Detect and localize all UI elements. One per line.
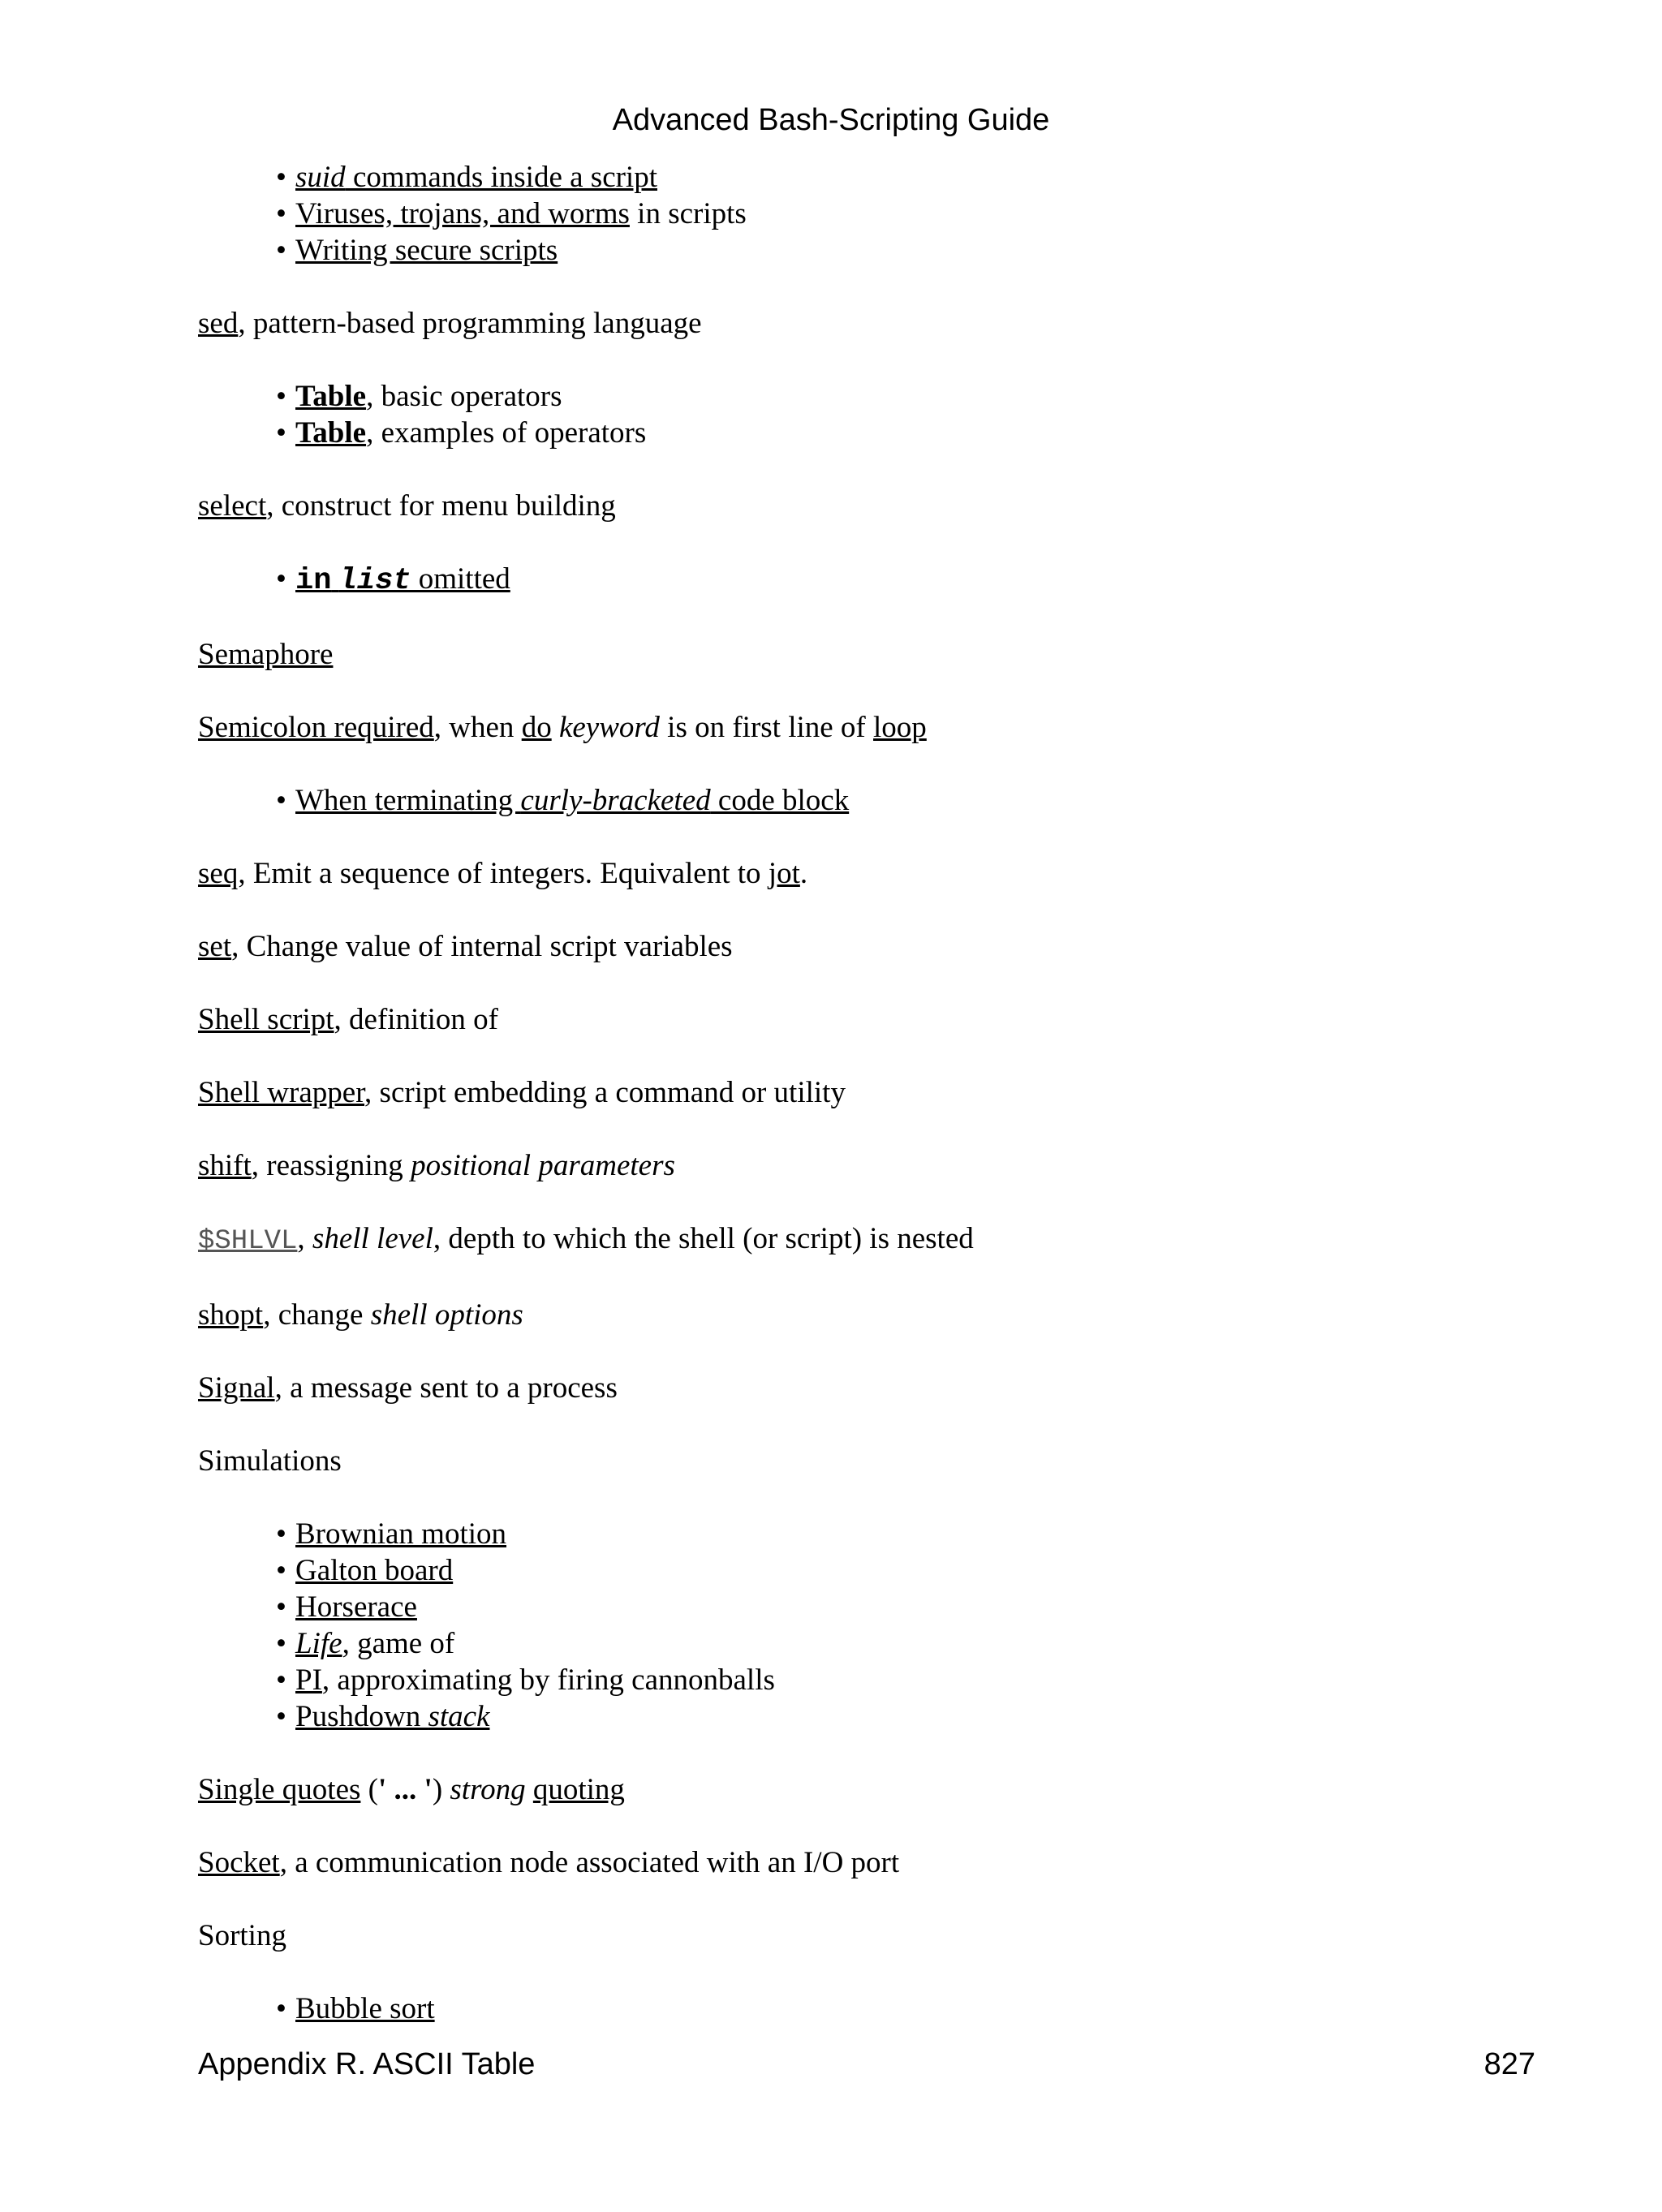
top-list [198, 159, 1578, 269]
link-bubble-sort[interactable]: Bubble sort [295, 1992, 435, 2025]
entry-semicolon: Semicolon required, when do keyword is on first line of loop [198, 711, 927, 744]
bullet-icon: • [276, 1992, 286, 2025]
link-semicolon-required[interactable]: Semicolon required [198, 711, 434, 744]
bullet-icon: • [276, 161, 286, 194]
simulations-list [198, 1516, 1578, 1735]
list-item [276, 1589, 1578, 1625]
bullet-icon: • [276, 1700, 286, 1733]
list-item [276, 1698, 1578, 1735]
bullet-icon: • [276, 562, 286, 596]
entry-shift: shift, reassigning positional parameters [198, 1149, 675, 1182]
sed-list [198, 378, 1578, 451]
bullet-icon: • [276, 1517, 286, 1551]
page-number: 827 [1483, 2047, 1535, 2081]
bullet-icon: • [276, 197, 286, 230]
select-list [198, 561, 1578, 600]
link-shell-wrapper[interactable]: Shell wrapper [198, 1076, 365, 1109]
entry-signal: Signal, a message sent to a process [198, 1371, 618, 1405]
list-item: • PI, approximating by firing cannonballs [276, 1663, 775, 1697]
list-item [276, 782, 1578, 819]
link-viruses[interactable]: Viruses, trojans, and worms [295, 197, 630, 230]
entry-semaphore [198, 636, 1578, 673]
link-table-examples[interactable]: Table [295, 416, 367, 450]
entry-sed: sed, pattern-based programming language [198, 307, 702, 340]
entry-shell-wrapper: Shell wrapper, script embedding a command or utility [198, 1076, 846, 1109]
link-set[interactable]: set [198, 930, 232, 963]
bullet-icon: • [276, 1663, 286, 1697]
footer-chapter: Appendix R. ASCII Table [198, 2047, 536, 2081]
link-in-list-omitted[interactable]: in list omitted [295, 562, 510, 598]
link-loop[interactable]: loop [873, 711, 927, 744]
entry-socket: Socket, a communication node associated with an I/O port [198, 1846, 900, 1879]
link-single-quotes[interactable]: Single quotes [198, 1773, 361, 1806]
entry-shell-script: Shell script, definition of [198, 1003, 498, 1036]
entry-single-quotes: Single quotes (' ... ') strong quoting [198, 1773, 625, 1806]
list-item [276, 159, 1578, 196]
link-shell-script[interactable]: Shell script [198, 1003, 334, 1036]
list-item [276, 232, 1578, 269]
sorting-list [198, 1990, 1578, 2027]
link-shopt[interactable]: shopt [198, 1298, 264, 1332]
bullet-icon: • [276, 234, 286, 267]
bullet-icon: • [276, 1590, 286, 1624]
list-item [276, 1990, 1578, 2027]
link-select[interactable]: select [198, 489, 267, 523]
link-socket[interactable]: Socket [198, 1846, 280, 1879]
bullet-icon: • [276, 1554, 286, 1587]
link-pushdown-stack[interactable]: Pushdown stack [295, 1700, 490, 1733]
link-seq[interactable]: seq [198, 857, 239, 890]
link-horserace[interactable]: Horserace [295, 1590, 417, 1624]
link-signal[interactable]: Signal [198, 1371, 275, 1405]
bullet-icon: • [276, 1627, 286, 1660]
sorting-heading: Sorting [198, 1919, 286, 1952]
index-content [198, 159, 1578, 2064]
link-writing-secure-scripts[interactable]: Writing secure scripts [295, 234, 558, 267]
link-shift[interactable]: shift [198, 1149, 252, 1182]
link-quoting[interactable]: quoting [532, 1773, 625, 1806]
link-sed[interactable]: sed [198, 307, 239, 340]
link-table-basic[interactable]: Table [295, 380, 367, 413]
list-item [276, 1516, 1578, 1552]
entry-seq: seq, Emit a sequence of integers. Equivalent to jot. [198, 857, 808, 890]
list-item: • Table, examples of operators [276, 416, 647, 450]
link-brownian-motion[interactable]: Brownian motion [295, 1517, 507, 1551]
bullet-icon: • [276, 784, 286, 817]
simulations-heading: Simulations [198, 1444, 342, 1478]
entry-sorting [198, 1917, 1578, 1954]
link-suid-commands[interactable]: suid commands inside a script [295, 161, 657, 194]
list-item: • Viruses, trojans, and worms in scripts [276, 197, 747, 230]
link-curly-bracketed[interactable]: When terminating curly-bracketed code block [295, 784, 850, 817]
list-item [276, 1552, 1578, 1589]
page-header: Advanced Bash-Scripting Guide [612, 103, 1050, 137]
bullet-icon: • [276, 380, 286, 413]
semicolon-list [198, 782, 1578, 819]
link-pi[interactable]: PI [295, 1663, 322, 1697]
entry-simulations [198, 1443, 1578, 1479]
entry-select: select, construct for menu building [198, 489, 616, 523]
entry-set: set, Change value of internal script variables [198, 930, 733, 963]
link-life[interactable]: Life [295, 1627, 342, 1660]
link-jot[interactable]: jot [768, 857, 800, 890]
link-semaphore[interactable]: Semaphore [198, 638, 334, 671]
list-item: • Life, game of [276, 1627, 455, 1660]
link-galton-board[interactable]: Galton board [295, 1554, 454, 1587]
bullet-icon: • [276, 416, 286, 450]
link-do[interactable]: do [521, 711, 552, 744]
list-item: • Table, basic operators [276, 380, 562, 413]
entry-shopt: shopt, change shell options [198, 1298, 523, 1332]
entry-shlvl: $SHLVL, shell level, depth to which the shell (or script) is nested [198, 1222, 974, 1257]
link-shlvl[interactable]: $SHLVL [198, 1226, 298, 1257]
list-item [276, 561, 1578, 600]
